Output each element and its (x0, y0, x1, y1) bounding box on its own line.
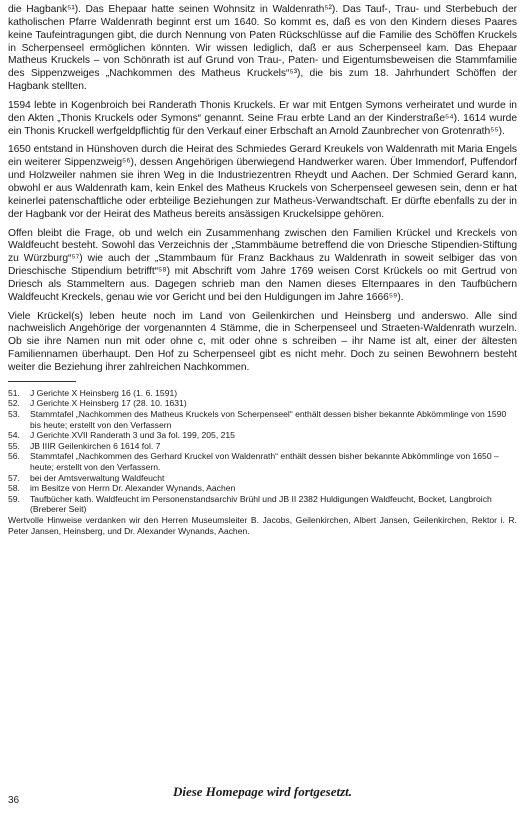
paragraph-1: die Hagbank⁵¹). Das Ehepaar hatte seinen Wohnsitz in Waldenrath⁵²). Das Tauf-, Trau- und Sterbebuch der katholischen Pfarre Waldenrath beginnt erst um 1640. So kommt es, daß es von den Kindern dieses Paares keine Taufeintragungen gibt, die durch Nennung von Paten Rückschlüsse auf die Familie des Schöffen Kruckels in Scherpenseel ermöglichen könnten. Wir wissen lediglich, daß er aus Scherpenseel kam. Das Ehepaar Matheus Kruckels – von Schönrath ist auf Grund von Trau-, Paten- und Eigentumsbeweisen die Stammfamilie des Sippenzweiges „Nachkommen des Matheus Kruckels“⁵³), die bis zum 18. Jahrhundert Schöffen der Hagbank stellten. (8, 4, 517, 93)
footnote-number: 59. (8, 493, 20, 504)
footnote-text: Stammtafel „Nachkommen des Matheus Kruckels von Scherpenseel“ enthält dessen bisher bekannte Abkömmlinge von 1590 bis heute; erstellt von den Verfassern (30, 408, 507, 430)
footnote-item (8, 473, 517, 484)
footnote-item (8, 409, 517, 430)
footnote-item (8, 388, 517, 399)
paragraph-2: 1594 lebte in Kogenbroich bei Randerath Thonis Kruckels. Er war mit Entgen Symons verheiratet und wurde in den Akten „Thonis Kruckels oder Symons“ genannt. Seine Frau erbte Land an der Kinderstraße⁵⁴). 1614 wurde ein Thonis Kruckell werfgeldpflichtig für den Verkauf einer Erbschaft an Arnold Zaunbrecher von Grotenrath⁵⁵). (8, 99, 517, 137)
footnote-item (8, 398, 517, 409)
homepage-footer-note: Diese Homepage wird fortgesetzt. (172, 784, 353, 799)
footnote-item (8, 441, 517, 452)
footnote-number: 57. (8, 472, 20, 483)
footnote-text: J Gerichte XVII Randerath 3 und 3a fol. 199, 205, 215 (30, 430, 235, 441)
footnote-text: J Gerichte X Heinsberg 17 (28. 10. 1631) (30, 398, 187, 409)
footnote-text: bei der Amtsverwaltung Waldfeucht (30, 472, 165, 483)
footnote-divider (8, 381, 76, 382)
footnote-item (8, 451, 517, 472)
paragraph-5: Viele Krückel(s) leben heute noch im Land von Geilenkirchen und Heinsberg und anderswo. Alle sind nachweislich Angehörige der vorgenannten 4 Stämme, die in Scherpenseel und Straeten-Waldenrath wurzeln. Ob sie ihre Namen nun mit oder ohne c, mit oder ohne s schreiben – ihr Name ist alt, einer der ältesten Familiennamen überhaupt. Den Hof zu Scherpenseel gibt es nicht mehr. Doch zu seinen Bewohnern besteht weiter die Beziehung ihrer zahlreichen Nachkommen. (8, 310, 517, 373)
footnote-text: im Besitze von Herrn Dr. Alexander Wynands, Aachen (30, 483, 236, 494)
footnote-text: JB IIIR Geilenkirchen 6 1614 fol. 7 (30, 440, 161, 451)
footnote-number: 56. (8, 451, 20, 462)
footnote-number: 58. (8, 483, 20, 494)
footnote-list (8, 388, 517, 515)
footnote-text: Stammtafel „Nachkommen des Gerhard Kruckel von Waldenrath“ enthält dessen bisher bekannte Abkömmlinge von 1650 – heute; erstellt von den Verfassern. (30, 451, 499, 472)
footnote-item (8, 430, 517, 441)
paragraph-4: Offen bleibt die Frage, ob und welch ein Zusammenhang zwischen den Familien Krückel und Kreckels von Waldfeucht besteht. Sowohl das Verzeichnis der „Stammbäume betreffend die von Driesche Stipendien-Stiftung zu Würzburg“⁵⁷) wie auch der „Stammbaum für Franz Backhaus zu Waldenrath in soweit selbiger das von Drieschische Stipendium betrifft“⁵⁸) mit Abschrift vom Jahre 1769 weisen Corst Krückels oo mit Gertrud von Driesch als Stammeltern aus. Dagegen schrieb man den Namen dieses Elternpaares in den Taufbüchern Waldfeucht Kreckels, genau wie vor Gericht und bei den Huldigungen im Jahre 1666⁵⁹). (8, 227, 517, 303)
footnote-text: J Gerichte X Heinsberg 16 (1. 6. 1591) (30, 387, 178, 398)
paragraph-3: 1650 entstand in Hünshoven durch die Heirat des Schmiedes Gerard Kreukels von Waldenrath mit Maria Engels ein weiterer Sippenzweig⁵⁶), dessen Angehörigen überwiegend Handwerker waren. Über Immendorf, Puffendorf und Holzweiler nahmen sie ihren Weg in die Industriezentren Rheydt und Aachen. Der Schmied Gerard kann, obwohl er aus Waldenrath kam, kein Enkel des Matheus Kruckels von Scherpenseel gewesen sein, denn er hat keinerlei patenschaftliche oder erbteilige Beziehungen zur Matheus-Verwandtschaft. Er dürfte ebenfalls zu der in der Hagbank vor der Heirat des Matheus bereits ansässigen Kruckelsippe gehören. (8, 144, 517, 220)
footnote-item (8, 483, 517, 494)
page-number: 36 (8, 795, 20, 806)
footnote-item (8, 494, 517, 515)
footnote-number: 55. (8, 440, 20, 451)
footnote-number: 51. (8, 387, 20, 398)
footnote-number: 54. (8, 430, 20, 441)
footnote-number: 53. (8, 408, 20, 419)
footnote-number: 52. (8, 398, 20, 409)
acknowledgements: Wertvolle Hinweise verdanken wir den Herren Museumsleiter B. Jacobs, Geilenkirchen, Albert Jansen, Geilenkirchen, Rektor i. R. Peter Jansen, Heinsberg, und Dr. Alexander Wynands, Aachen. (8, 514, 517, 536)
document-page (8, 4, 517, 536)
footnote-text: Taufbücher kath. Waldfeucht im Personenstandsarchiv Brühl und JB II 2382 Huldigungen Waldfeucht, Bocket, Langbroich (Breberer Seit) (30, 493, 492, 515)
